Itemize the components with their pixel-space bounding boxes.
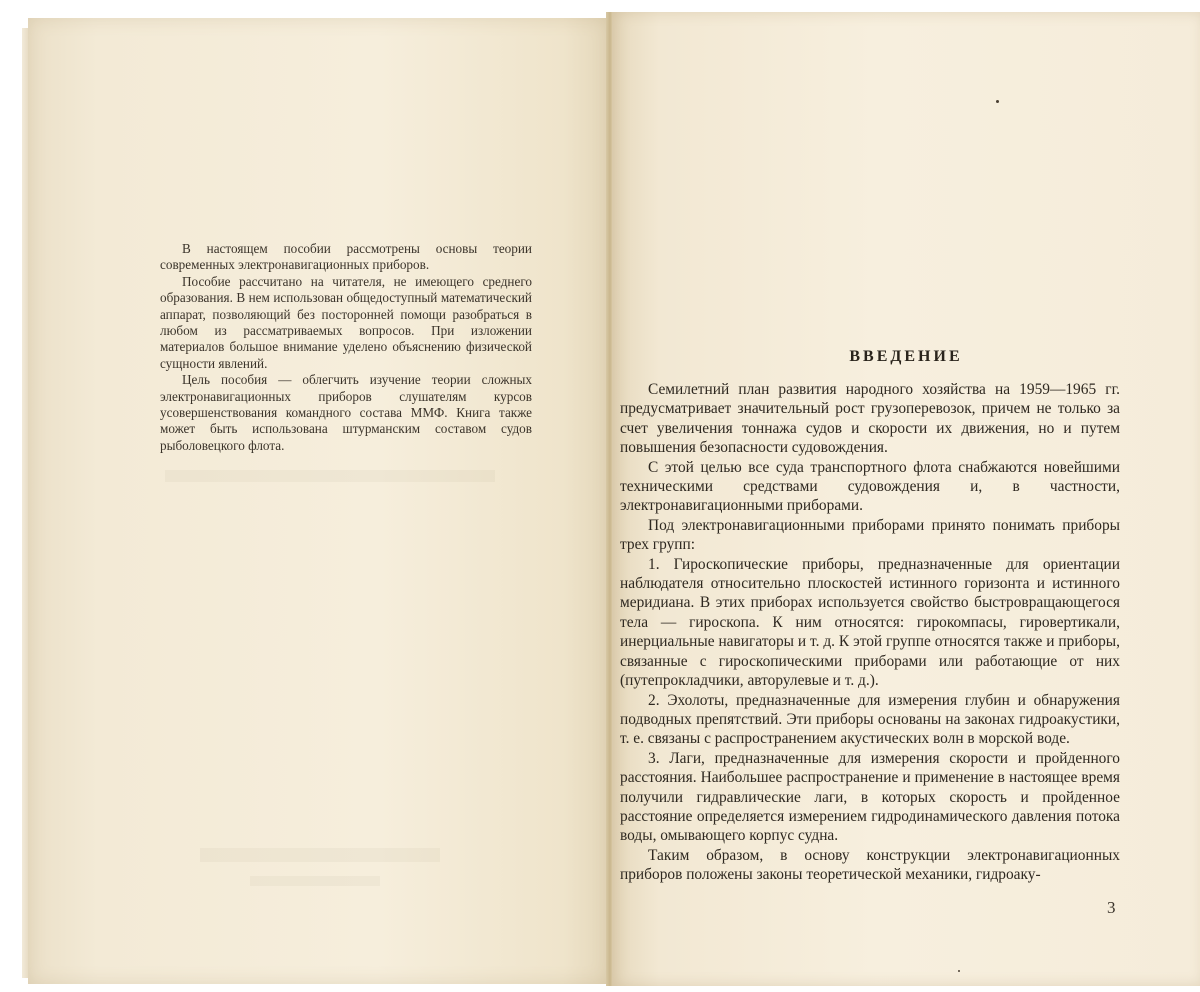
show-through-mark bbox=[165, 470, 495, 482]
ink-speck bbox=[996, 100, 999, 103]
body-paragraph: 1. Гироскопические приборы, предназначенные для ориентации наблюдателя относительно плоскостей истинного горизонта и истинного меридиана. В этих приборах используется свойство быстровращающегося тела — гироскопа. К ним относятся: гирокомпасы, гировертикали, инерциальные навигаторы и т. д. К этой группе относятся также и приборы, связанные с гироскопическими приборами или работающие от них (путепрокладчики, авторулевые и т. д.). bbox=[620, 555, 1120, 690]
body-paragraph: Семилетний план развития народного хозяйства на 1959—1965 гг. предусматривает значительный рост грузоперевозок, причем не только за счет увеличения тоннажа судов и скорости их движения, но и путем повышения безопасности судовождения. bbox=[620, 381, 1120, 457]
show-through-mark bbox=[250, 876, 380, 886]
body-paragraph: С этой целью все суда транспортного флота снабжаются новейшими техническими средствами судовождения и, в частности, электронавигационными приборами. bbox=[620, 458, 1120, 515]
annotation-paragraph: Пособие рассчитано на читателя, не имеющего среднего образования. В нем использован общедоступный математический аппарат, позволяющий без посторонней помощи разобраться в любом из рассматриваемых вопросов. При изложении материалов большое внимание уделено объяснению физической сущности явлений. bbox=[160, 273, 532, 371]
show-through-mark bbox=[200, 848, 440, 862]
body-paragraph: 2. Эхолоты, предназначенные для измерения глубин и обнаружения подводных препятствий. Эти приборы основаны на законах гидроакустики, т. е. связаны с распространением акустических волн в морской воде. bbox=[620, 691, 1120, 748]
body-paragraph: Под электронавигационными приборами принято понимать приборы трех групп: bbox=[620, 516, 1120, 554]
left-page bbox=[28, 18, 610, 984]
annotation-block bbox=[160, 241, 532, 454]
annotation-paragraph: В настоящем пособии рассмотрены основы теории современных электронавигационных приборов. bbox=[160, 241, 532, 273]
page-number: 3 bbox=[1107, 898, 1116, 917]
body-paragraph: 3. Лаги, предназначенные для измерения скорости и пройденного расстояния. Наибольшее распространение и применение в настоящее время получили гидравлические лаги, в которых скорость и пройденное расстояние определяется измерением гидродинамического давления потока воды, омывающего корпус судна. bbox=[620, 749, 1120, 845]
introduction-text bbox=[620, 380, 1120, 885]
ink-speck bbox=[958, 970, 960, 972]
annotation-paragraph: Цель пособия — облегчить изучение теории сложных электронавигационных приборов слушателям курсов усовершенствования командного состава ММФ. Книга также может быть использована штурманским составом судов рыболовецкого флота. bbox=[160, 372, 532, 453]
section-heading: ВВЕДЕНИЕ bbox=[849, 348, 963, 365]
body-paragraph: Таким образом, в основу конструкции электронавигационных приборов положены законы теоретической механики, гидроаку- bbox=[620, 846, 1120, 884]
